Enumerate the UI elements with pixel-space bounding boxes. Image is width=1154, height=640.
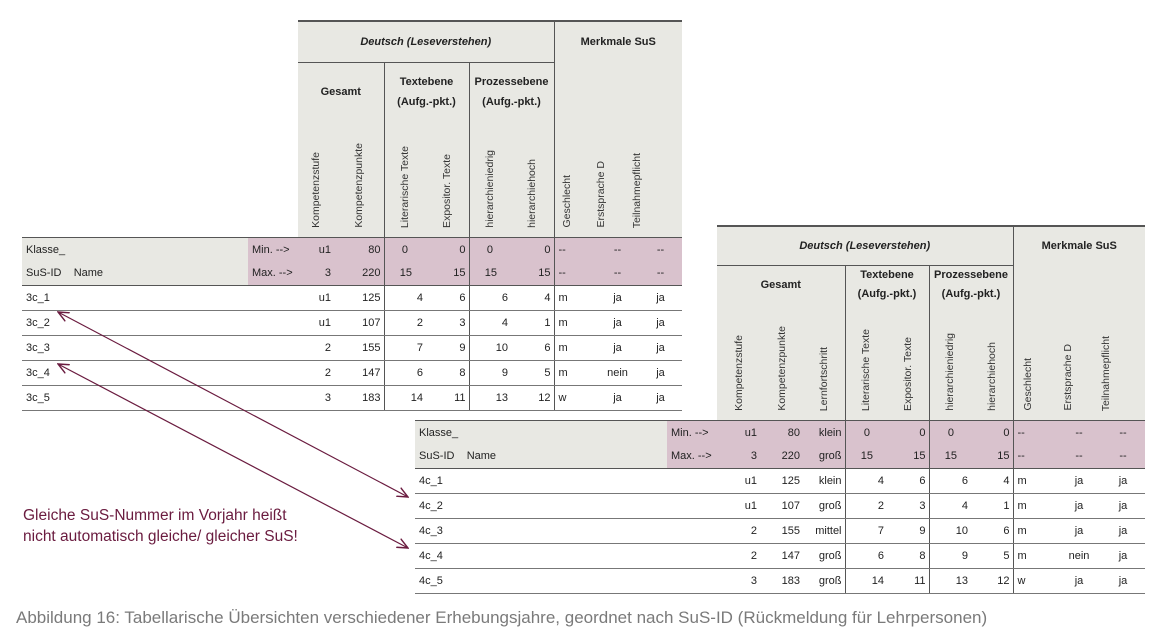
value-cell: 107: [760, 494, 803, 519]
value-cell: 10: [469, 336, 511, 361]
value-cell: ja: [1101, 569, 1145, 594]
col-literarische-texte: Literarische Texte: [384, 121, 426, 238]
value-cell: 6: [929, 469, 971, 494]
klasse-label: Klasse_: [415, 421, 667, 445]
value-cell: mittel: [803, 519, 845, 544]
subheader-gesamt: Gesamt: [717, 265, 845, 304]
value-cell: 5: [511, 361, 554, 386]
max-value: 15: [384, 262, 426, 286]
min-value: 80: [760, 421, 803, 445]
min-label: Min. -->: [248, 238, 298, 262]
value-cell: klein: [803, 469, 845, 494]
col-kompetenzstufe: Kompetenzstufe: [298, 121, 334, 238]
max-value: --: [1057, 445, 1101, 469]
figure-caption: Abbildung 16: Tabellarische Übersichten verschiedener Erhebungsjahre, geordnet nach SuS-ID (Rückmeldung für Lehrpersonen): [16, 608, 988, 627]
value-cell: m: [1013, 519, 1057, 544]
group-header-merkmale: Merkmale SuS: [554, 21, 682, 62]
value-cell: 125: [760, 469, 803, 494]
col-erstsprache: Erstsprache D: [1061, 344, 1074, 411]
value-cell: 11: [426, 386, 469, 411]
max-value: 220: [334, 262, 384, 286]
value-cell: 4: [511, 286, 554, 311]
value-cell: ja: [1057, 469, 1101, 494]
subheader-prozessebene: Prozessebene (Aufg.-pkt.): [469, 62, 554, 121]
value-cell: m: [554, 336, 596, 361]
value-cell: 4: [929, 494, 971, 519]
min-value: 0: [384, 238, 426, 262]
col-kompetenzpunkte: Kompetenzpunkte: [334, 121, 384, 238]
min-value: --: [554, 238, 596, 262]
susid-label: SuS-ID Name: [22, 262, 248, 286]
value-cell: ja: [596, 286, 639, 311]
value-cell: groß: [803, 569, 845, 594]
value-cell: 4: [845, 469, 887, 494]
col-hierarchiehoch: hierarchiehoch: [971, 304, 1013, 421]
value-cell: 2: [845, 494, 887, 519]
min-value: --: [1013, 421, 1057, 445]
value-cell: 6: [845, 544, 887, 569]
value-cell: u1: [717, 494, 760, 519]
col-kompetenzpunkte: Kompetenzpunkte: [760, 304, 803, 421]
value-cell: 9: [426, 336, 469, 361]
max-value: --: [639, 262, 682, 286]
subheader-textebene: Textebene (Aufg.-pkt.): [384, 62, 469, 121]
susid-label: SuS-ID Name: [415, 445, 667, 469]
sus-id-cell: 4c_2: [415, 494, 667, 519]
value-cell: 4: [971, 469, 1013, 494]
min-value: --: [1101, 421, 1145, 445]
min-value: klein: [803, 421, 845, 445]
value-cell: m: [1013, 469, 1057, 494]
sus-id-cell: 4c_1: [415, 469, 667, 494]
value-cell: 4: [469, 311, 511, 336]
value-cell: 6: [971, 519, 1013, 544]
value-cell: 9: [469, 361, 511, 386]
subheader-prozessebene: Prozessebene (Aufg.-pkt.): [929, 265, 1013, 304]
min-value: 0: [511, 238, 554, 262]
max-value: 220: [760, 445, 803, 469]
value-cell: ja: [1057, 569, 1101, 594]
value-cell: 2: [298, 336, 334, 361]
value-cell: 2: [717, 519, 760, 544]
value-cell: 7: [384, 336, 426, 361]
value-cell: 13: [929, 569, 971, 594]
value-cell: ja: [596, 386, 639, 411]
min-value: --: [596, 238, 639, 262]
max-value: 15: [511, 262, 554, 286]
value-cell: 9: [929, 544, 971, 569]
value-cell: ja: [639, 361, 682, 386]
value-cell: 13: [469, 386, 511, 411]
value-cell: 4: [384, 286, 426, 311]
value-cell: w: [1013, 569, 1057, 594]
value-cell: m: [1013, 544, 1057, 569]
max-value: 15: [971, 445, 1013, 469]
value-cell: nein: [596, 361, 639, 386]
value-cell: ja: [1101, 469, 1145, 494]
klasse-label: Klasse_: [22, 238, 248, 262]
value-cell: 6: [469, 286, 511, 311]
sus-id-cell: 3c_2: [22, 311, 248, 336]
max-value: 15: [426, 262, 469, 286]
value-cell: 6: [384, 361, 426, 386]
col-lernfortschritt: Lernfortschritt: [803, 304, 845, 421]
max-value: 15: [469, 262, 511, 286]
min-value: u1: [717, 421, 760, 445]
min-value: --: [1057, 421, 1101, 445]
value-cell: ja: [1101, 544, 1145, 569]
max-value: 15: [845, 445, 887, 469]
subheader-textebene: Textebene (Aufg.-pkt.): [845, 265, 929, 304]
col-literarische-texte: Literarische Texte: [845, 304, 887, 421]
value-cell: ja: [596, 311, 639, 336]
min-value: 0: [971, 421, 1013, 445]
value-cell: ja: [639, 386, 682, 411]
value-cell: 147: [334, 361, 384, 386]
sus-id-cell: 3c_4: [22, 361, 248, 386]
min-value: --: [639, 238, 682, 262]
value-cell: 7: [845, 519, 887, 544]
value-cell: 183: [334, 386, 384, 411]
min-value: 0: [887, 421, 929, 445]
value-cell: ja: [1057, 519, 1101, 544]
value-cell: groß: [803, 494, 845, 519]
value-cell: m: [1013, 494, 1057, 519]
value-cell: u1: [298, 286, 334, 311]
max-value: --: [1013, 445, 1057, 469]
value-cell: 12: [971, 569, 1013, 594]
col-hierarchiehoch: hierarchiehoch: [511, 121, 554, 238]
value-cell: 5: [971, 544, 1013, 569]
col-teilnahmepflicht: Teilnahmepflicht: [630, 152, 643, 228]
value-cell: 8: [426, 361, 469, 386]
value-cell: ja: [1101, 519, 1145, 544]
max-value: --: [596, 262, 639, 286]
max-value: 3: [298, 262, 334, 286]
col-teilnahmepflicht: Teilnahmepflicht: [1099, 335, 1112, 411]
value-cell: 125: [334, 286, 384, 311]
sus-id-cell: 3c_1: [22, 286, 248, 311]
value-cell: 107: [334, 311, 384, 336]
max-value: --: [1101, 445, 1145, 469]
value-cell: ja: [639, 286, 682, 311]
max-value: 15: [929, 445, 971, 469]
col-geschlecht: Geschlecht: [1021, 358, 1034, 411]
value-cell: u1: [298, 311, 334, 336]
value-cell: 3: [717, 569, 760, 594]
value-cell: 9: [887, 519, 929, 544]
value-cell: 1: [511, 311, 554, 336]
value-cell: 183: [760, 569, 803, 594]
sus-id-cell: 4c_5: [415, 569, 667, 594]
value-cell: u1: [717, 469, 760, 494]
value-cell: 12: [511, 386, 554, 411]
value-cell: 3: [298, 386, 334, 411]
min-value: 0: [469, 238, 511, 262]
group-header-deutsch: Deutsch (Leseverstehen): [298, 21, 554, 62]
value-cell: groß: [803, 544, 845, 569]
value-cell: 1: [971, 494, 1013, 519]
value-cell: w: [554, 386, 596, 411]
value-cell: m: [554, 361, 596, 386]
col-expositor-texte: Expositor. Texte: [887, 304, 929, 421]
value-cell: 14: [845, 569, 887, 594]
sus-id-cell: 4c_4: [415, 544, 667, 569]
value-cell: 8: [887, 544, 929, 569]
min-value: 0: [845, 421, 887, 445]
col-hierarchieniedrig: hierarchieniedrig: [929, 304, 971, 421]
max-value: 15: [887, 445, 929, 469]
min-label: Min. -->: [667, 421, 717, 445]
sus-id-cell: 3c_3: [22, 336, 248, 361]
note-text: Gleiche SuS-Nummer im Vorjahr heißt nicht automatisch gleiche/ gleicher SuS!: [23, 507, 298, 545]
subheader-gesamt: Gesamt: [298, 62, 384, 121]
min-value: 80: [334, 238, 384, 262]
value-cell: 147: [760, 544, 803, 569]
value-cell: nein: [1057, 544, 1101, 569]
max-label: Max. -->: [248, 262, 298, 286]
value-cell: 14: [384, 386, 426, 411]
max-value: 3: [717, 445, 760, 469]
value-cell: 11: [887, 569, 929, 594]
value-cell: 2: [384, 311, 426, 336]
value-cell: m: [554, 311, 596, 336]
value-cell: ja: [1057, 494, 1101, 519]
value-cell: 155: [334, 336, 384, 361]
max-value: --: [554, 262, 596, 286]
value-cell: ja: [1101, 494, 1145, 519]
min-value: 0: [929, 421, 971, 445]
group-header-merkmale: Merkmale SuS: [1013, 226, 1145, 265]
group-header-deutsch: Deutsch (Leseverstehen): [717, 226, 1013, 265]
value-cell: 10: [929, 519, 971, 544]
value-cell: 3: [426, 311, 469, 336]
col-kompetenzstufe: Kompetenzstufe: [717, 304, 760, 421]
value-cell: ja: [596, 336, 639, 361]
max-label: Max. -->: [667, 445, 717, 469]
value-cell: 155: [760, 519, 803, 544]
value-cell: 2: [717, 544, 760, 569]
min-value: 0: [426, 238, 469, 262]
value-cell: 6: [426, 286, 469, 311]
min-value: u1: [298, 238, 334, 262]
arrow-3c2-4c2: [58, 312, 408, 497]
value-cell: 6: [887, 469, 929, 494]
sus-id-cell: 4c_3: [415, 519, 667, 544]
value-cell: ja: [639, 311, 682, 336]
col-erstsprache: Erstsprache D: [594, 161, 607, 228]
sus-id-cell: 3c_5: [22, 386, 248, 411]
max-value: groß: [803, 445, 845, 469]
value-cell: 2: [298, 361, 334, 386]
col-hierarchieniedrig: hierarchieniedrig: [469, 121, 511, 238]
value-cell: 3: [887, 494, 929, 519]
value-cell: m: [554, 286, 596, 311]
value-cell: ja: [639, 336, 682, 361]
col-geschlecht: Geschlecht: [560, 175, 573, 228]
col-expositor-texte: Expositor. Texte: [426, 121, 469, 238]
value-cell: 6: [511, 336, 554, 361]
